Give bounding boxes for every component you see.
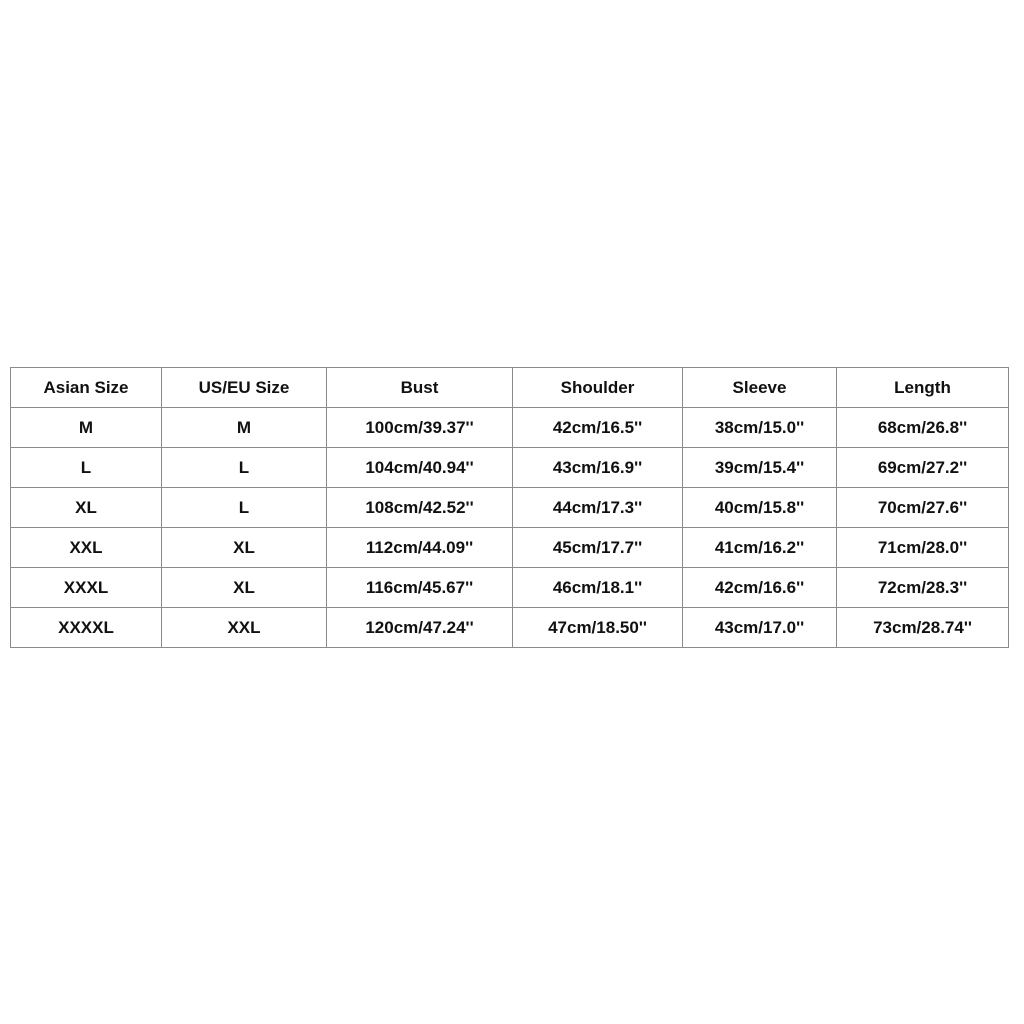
cell-bust: 120cm/47.24'' [327, 608, 513, 648]
cell-bust: 104cm/40.94'' [327, 448, 513, 488]
cell-asian-size: XL [11, 488, 162, 528]
table-row [11, 528, 1009, 568]
table-row [11, 408, 1009, 448]
cell-shoulder: 44cm/17.3'' [513, 488, 683, 528]
cell-length: 73cm/28.74'' [837, 608, 1009, 648]
cell-bust: 100cm/39.37'' [327, 408, 513, 448]
header-length: Length [837, 368, 1009, 408]
cell-sleeve: 42cm/16.6'' [683, 568, 837, 608]
cell-us-eu-size: XXL [162, 608, 327, 648]
cell-us-eu-size: XL [162, 568, 327, 608]
cell-us-eu-size: M [162, 408, 327, 448]
cell-length: 69cm/27.2'' [837, 448, 1009, 488]
cell-sleeve: 41cm/16.2'' [683, 528, 837, 568]
cell-sleeve: 38cm/15.0'' [683, 408, 837, 448]
cell-us-eu-size: L [162, 448, 327, 488]
cell-bust: 112cm/44.09'' [327, 528, 513, 568]
header-us-eu-size: US/EU Size [162, 368, 327, 408]
size-chart-table [10, 367, 1009, 648]
cell-length: 71cm/28.0'' [837, 528, 1009, 568]
table-header-row [11, 368, 1009, 408]
cell-sleeve: 40cm/15.8'' [683, 488, 837, 528]
cell-length: 72cm/28.3'' [837, 568, 1009, 608]
cell-us-eu-size: L [162, 488, 327, 528]
cell-shoulder: 42cm/16.5'' [513, 408, 683, 448]
cell-shoulder: 47cm/18.50'' [513, 608, 683, 648]
cell-asian-size: M [11, 408, 162, 448]
cell-bust: 116cm/45.67'' [327, 568, 513, 608]
cell-asian-size: L [11, 448, 162, 488]
cell-asian-size: XXL [11, 528, 162, 568]
cell-length: 68cm/26.8'' [837, 408, 1009, 448]
cell-shoulder: 43cm/16.9'' [513, 448, 683, 488]
header-asian-size: Asian Size [11, 368, 162, 408]
cell-bust: 108cm/42.52'' [327, 488, 513, 528]
cell-shoulder: 45cm/17.7'' [513, 528, 683, 568]
cell-us-eu-size: XL [162, 528, 327, 568]
header-sleeve: Sleeve [683, 368, 837, 408]
cell-sleeve: 39cm/15.4'' [683, 448, 837, 488]
cell-asian-size: XXXL [11, 568, 162, 608]
table-row [11, 568, 1009, 608]
table-row [11, 608, 1009, 648]
table-row [11, 448, 1009, 488]
cell-length: 70cm/27.6'' [837, 488, 1009, 528]
header-shoulder: Shoulder [513, 368, 683, 408]
cell-sleeve: 43cm/17.0'' [683, 608, 837, 648]
table-row [11, 488, 1009, 528]
cell-shoulder: 46cm/18.1'' [513, 568, 683, 608]
cell-asian-size: XXXXL [11, 608, 162, 648]
header-bust: Bust [327, 368, 513, 408]
